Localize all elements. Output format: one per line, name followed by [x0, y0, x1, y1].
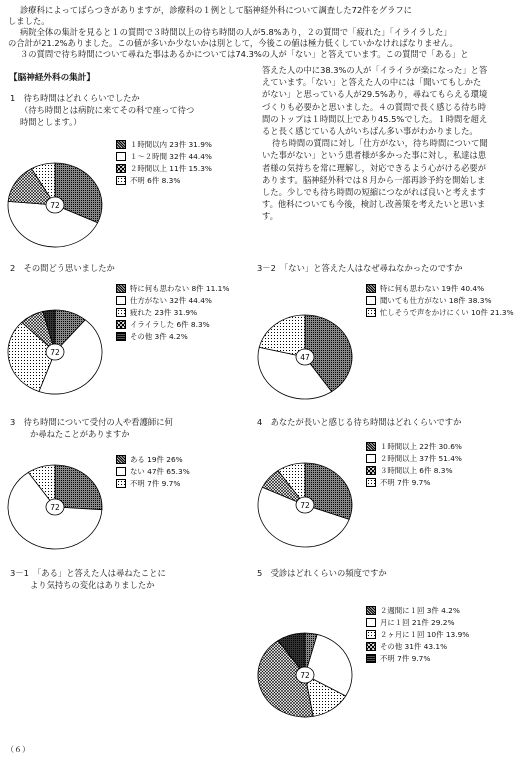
question-line: 5 受診はどれくらいの頻度ですか [257, 568, 387, 578]
legend-item [366, 452, 462, 464]
legend-label: 特に何も思わない 8件 11.1% [130, 283, 230, 293]
discussion-line: す。 [262, 211, 278, 222]
discussion-line: 待ち時間の質問に対し「仕方がない，待ち時間について聞 [272, 138, 488, 149]
question-line: 1 待ち時間はどれくらいでしたか [10, 93, 140, 103]
intro-line: ３の質問で待ち時間について尋ねた事はあるかについては74.3%の人が「ない」と答えています。この質問で「ある」と [20, 49, 469, 59]
legend-item [366, 282, 514, 294]
legend-item [116, 138, 212, 150]
legend-item [116, 477, 190, 489]
intro-line: しました。 [8, 16, 50, 26]
legend-item [366, 440, 462, 452]
legend-item [116, 174, 212, 186]
legend-swatch [116, 164, 126, 173]
legend-item [366, 464, 462, 476]
legend-label: 不明 7件 9.7% [130, 478, 181, 488]
legend-item [116, 306, 229, 318]
legend-label: イライラした 6件 8.3% [130, 319, 210, 329]
legend-swatch [366, 454, 376, 463]
question-line: 4 あなたが長いと感じる待ち時間はどれくらいですか [257, 417, 462, 427]
legend-label: 仕方がない 32件 44.4% [130, 295, 212, 305]
question-line: 3－2 「ない」と答えた人はなぜ尋ねなかったのですか [257, 263, 463, 273]
legend-swatch [116, 308, 126, 317]
legend-label: その他 31件 43.1% [380, 641, 448, 651]
legend-swatch [366, 618, 376, 627]
discussion-line: あります。脳神経外科では８月から一部再診予約を開始しま [262, 174, 486, 185]
legend-item [116, 294, 229, 306]
pie-total-label: 72 [50, 348, 60, 357]
legend-swatch [116, 296, 126, 305]
intro-line: 診療科によってばらつきがありますが，診療科の１例として脳神経外科について調査した72件をグラフに [20, 5, 412, 15]
legend-q3 [116, 453, 190, 489]
legend-label: ある 19件 26% [130, 454, 183, 464]
legend-item [116, 162, 212, 174]
legend-item [366, 628, 469, 640]
legend-q1 [116, 138, 212, 186]
pie-chart-q5 [255, 628, 355, 718]
legend-item [366, 476, 462, 488]
legend-swatch [366, 654, 376, 663]
pie-chart-q4 [255, 458, 355, 548]
discussion-line: えています。「ない」と答えた人の中には「聞いてもしかた [262, 77, 482, 88]
intro-line: の合計が21.2%ありました。この値が多いか少ないかは別として，今後この値は極力低くしていかなければなりません。 [8, 38, 458, 48]
legend-swatch [366, 284, 376, 293]
legend-swatch [366, 296, 376, 305]
legend-swatch [116, 455, 126, 464]
legend-swatch [116, 467, 126, 476]
legend-swatch [116, 284, 126, 293]
discussion-line: した。少しでも待ち時間の短縮につながれば良いと考えます [262, 187, 486, 197]
legend-q3-2 [366, 282, 514, 318]
pie-chart-q3-2 [255, 310, 355, 400]
pie-total-label: 72 [50, 503, 60, 512]
legend-label: 月に１回 21件 29.2% [380, 617, 455, 627]
discussion-line: ると長く感じている人がいちばん多い事がわかりました。 [262, 126, 478, 136]
question-line: か尋ねたことがありますか [30, 429, 130, 439]
discussion-line: す。他科についても今後，検討し改善策を考えたいと思いま [262, 199, 486, 210]
legend-swatch [366, 466, 376, 475]
pie-chart-q1 [5, 158, 105, 248]
legend-swatch [116, 320, 126, 329]
legend-q5 [366, 604, 469, 664]
legend-item [116, 282, 229, 294]
legend-label: 聞いても仕方がない 18件 38.3% [380, 295, 492, 305]
legend-swatch [366, 606, 376, 615]
legend-item [366, 294, 514, 306]
pie-chart-q2 [5, 305, 105, 395]
legend-label: ３時間以上 6件 8.3% [380, 465, 453, 475]
question-line: 時間とします。） [20, 117, 82, 127]
section-title: 【脳神経外科の集計】 [9, 73, 95, 83]
legend-label: 不明 7件 9.7% [380, 653, 431, 663]
legend-item [366, 604, 469, 616]
question-line: 3－1 「ある」と答えた人は尋ねたことに [10, 568, 166, 578]
question-line: 3 待ち時間について受付の人や看護師に何 [10, 417, 173, 427]
legend-item [116, 453, 190, 465]
legend-label: 不明 7件 9.7% [380, 477, 431, 487]
legend-q4 [366, 440, 462, 488]
legend-swatch [116, 332, 126, 341]
intro-line: 病院全体の集計を見ると１の質問で３時間以上の待ち時間の人が5.8%あり，２の質問で「疲れた」「イライラした」 [20, 27, 452, 37]
legend-label: 疲れた 23件 31.9% [130, 307, 198, 317]
legend-item [116, 150, 212, 162]
question-2 [10, 262, 115, 274]
question-3-1 [10, 567, 166, 591]
question-1 [10, 92, 194, 128]
question-5 [257, 567, 387, 579]
page-number: （６） [6, 745, 30, 754]
legend-label: その他 3件 4.2% [130, 331, 188, 341]
legend-q2 [116, 282, 229, 342]
legend-swatch [116, 176, 126, 185]
discussion-line: 者様の気持ちを常に理解し，対応できるよう心がける必要が [262, 162, 487, 173]
legend-swatch [116, 479, 126, 488]
legend-item [366, 306, 514, 318]
legend-label: １時間以内 23件 31.9% [130, 139, 212, 149]
legend-item [366, 652, 469, 664]
legend-item [366, 616, 469, 628]
pie-total-label: 72 [50, 201, 60, 210]
question-line: 2 その間どう思いましたか [10, 263, 115, 273]
legend-item [116, 318, 229, 330]
legend-item [366, 640, 469, 652]
discussion-line: 間のトップは１時間以上であり45.5%でした。１時間を超え [262, 113, 488, 124]
legend-label: ない 47件 65.3% [130, 466, 190, 476]
legend-swatch [366, 478, 376, 487]
legend-label: 忙しそうで声をかけにくい 10件 21.3% [380, 307, 514, 317]
legend-swatch [116, 152, 126, 161]
question-4 [257, 416, 461, 428]
question-line: （待ち時間とは病院に来てその科で座って待つ [20, 105, 195, 115]
legend-swatch [116, 140, 126, 149]
discussion-line: がない」と思っている人が29.5%あり，尋ねてもらえる環境 [262, 89, 488, 100]
legend-swatch [366, 630, 376, 639]
legend-label: 特に何も思わない 19件 40.4% [380, 283, 485, 293]
discussion-line: 答えた人の中に38.3%の人が「イライラが楽になった」と答 [262, 65, 488, 75]
legend-swatch [366, 442, 376, 451]
legend-item [116, 465, 190, 477]
discussion-line: いた事がない」という患者様が多かった事に対し，私達は患 [262, 150, 487, 161]
pie-total-label: 72 [300, 501, 310, 510]
pie-chart-q3 [5, 460, 105, 550]
legend-label: ２ヶ月に１回 10件 13.9% [380, 629, 470, 639]
question-3 [10, 416, 173, 440]
legend-label: ２時間以上 37件 51.4% [380, 453, 462, 463]
pie-total-label: 72 [300, 671, 310, 680]
legend-label: １時間以上 22件 30.6% [380, 441, 462, 451]
discussion-line: づくりも必要かと思いました。４の質問で長く感じる待ち時 [262, 101, 487, 112]
pie-total-label: 47 [300, 353, 310, 362]
legend-swatch [366, 642, 376, 651]
legend-label: ２時間以上 11件 15.3% [130, 163, 212, 173]
legend-label: １～２時間 32件 44.4% [130, 151, 212, 161]
question-3-2 [257, 262, 463, 274]
legend-label: ２週間に１回 3件 4.2% [380, 605, 460, 615]
legend-label: 不明 6件 8.3% [130, 175, 181, 185]
legend-item [116, 330, 229, 342]
question-line: より気持ちの変化はありましたか [30, 580, 155, 590]
legend-swatch [366, 308, 376, 317]
